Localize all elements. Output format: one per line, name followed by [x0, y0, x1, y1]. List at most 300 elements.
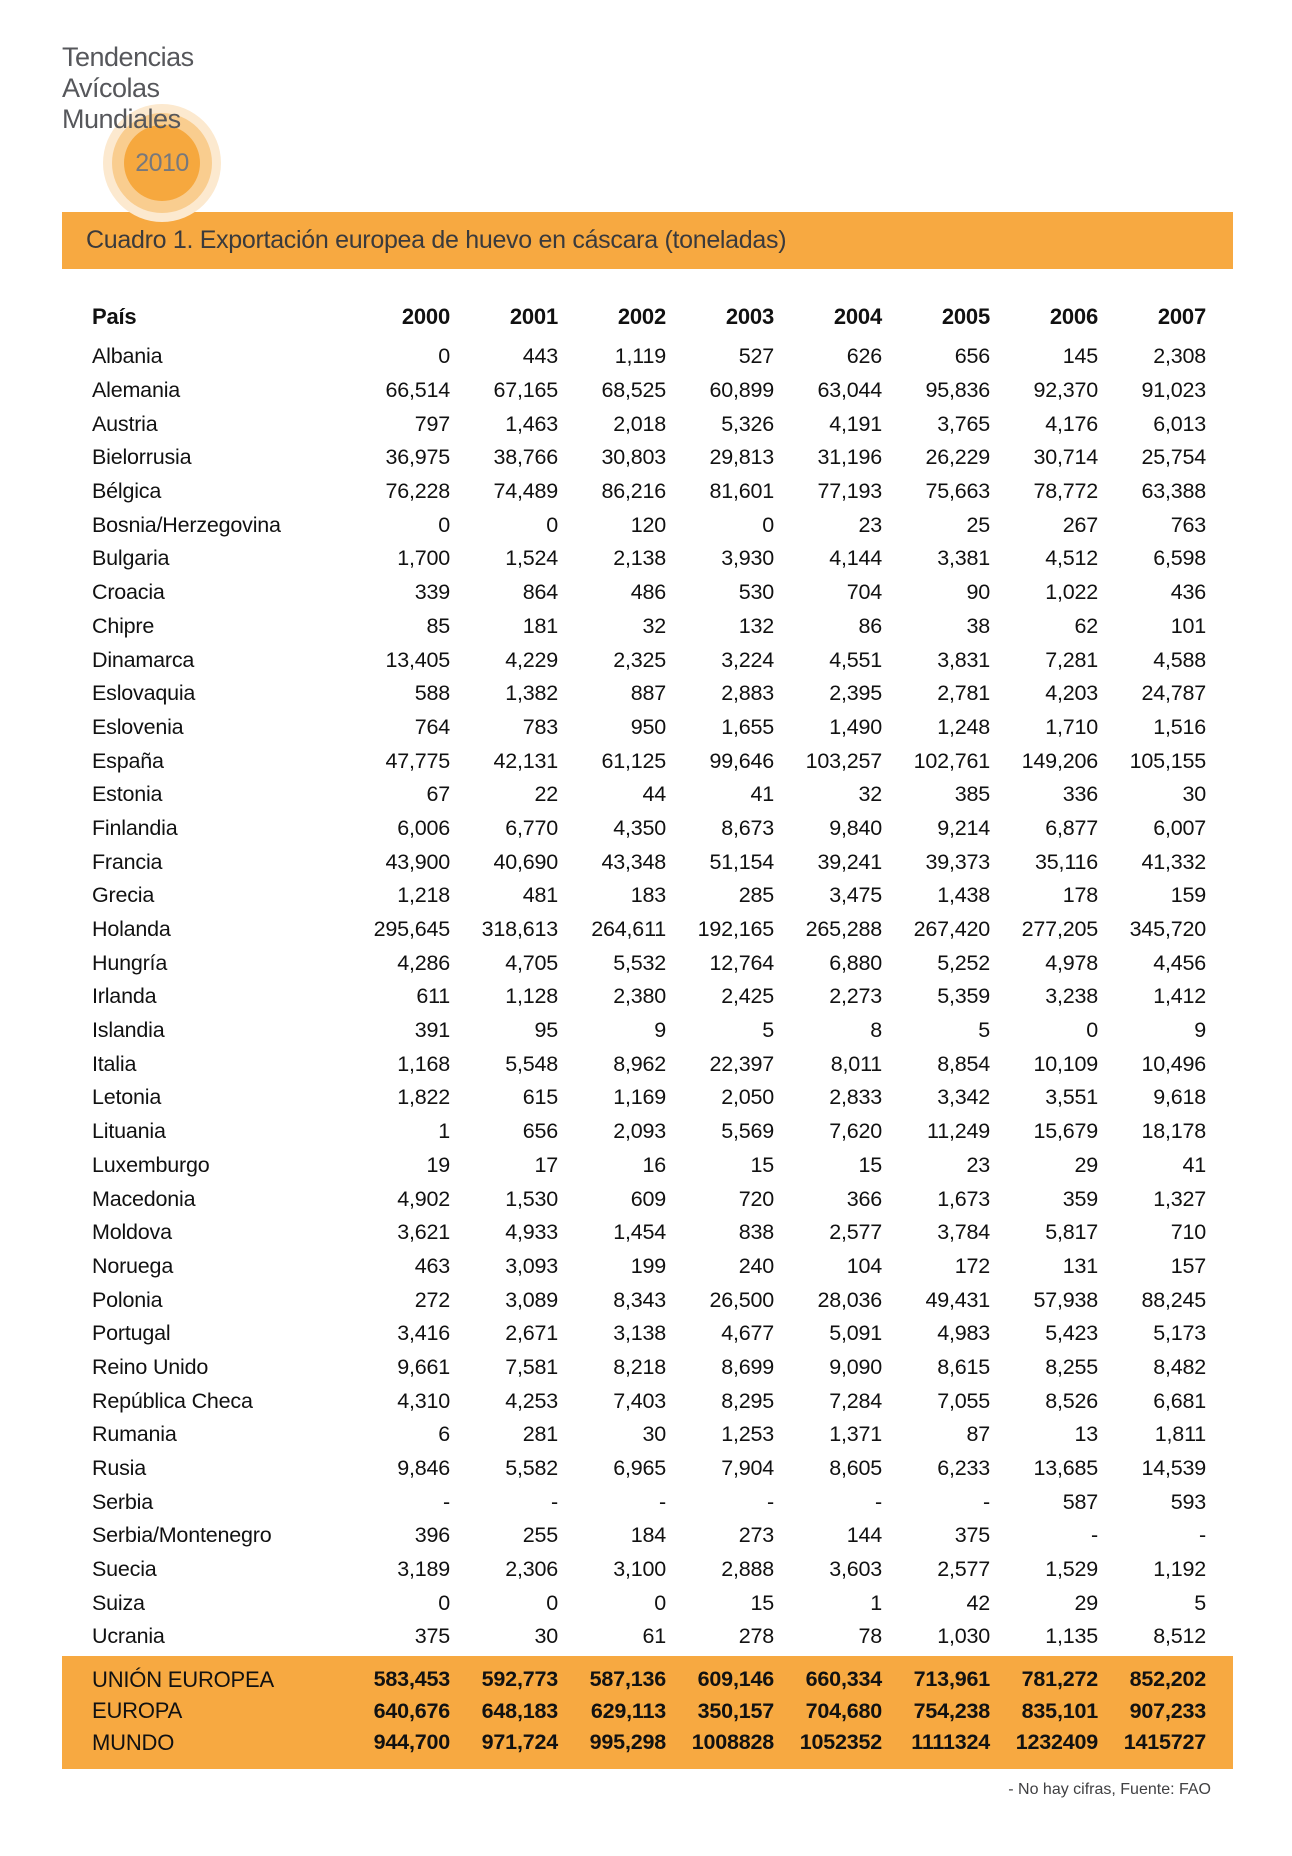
value-cell: 6,965: [613, 1456, 666, 1481]
value-cell: 15: [858, 1152, 882, 1177]
totals-label-cell: MUNDO: [92, 1729, 175, 1755]
value-cell: 159: [1170, 883, 1206, 908]
value-cell: 2,888: [721, 1557, 774, 1582]
value-cell: -: [443, 1489, 450, 1514]
table-row: [62, 1553, 1235, 1587]
value-cell: 29: [1074, 1590, 1098, 1615]
value-cell: 1,529: [1045, 1557, 1098, 1582]
value-cell: 62: [1074, 613, 1098, 638]
value-cell: 86,216: [601, 479, 666, 504]
value-cell: 181: [522, 613, 558, 638]
value-cell: 339: [414, 580, 450, 605]
value-cell: 149,206: [1021, 748, 1098, 773]
value-cell: 8,673: [721, 815, 774, 840]
value-cell: 77,193: [817, 479, 882, 504]
value-cell: 5: [1194, 1590, 1206, 1615]
value-cell: 255: [522, 1523, 558, 1548]
value-cell: 615: [522, 1085, 558, 1110]
value-cell: -: [1199, 1523, 1206, 1548]
totals-value-cell: 640,676: [373, 1698, 450, 1723]
value-cell: 103,257: [805, 748, 882, 773]
value-cell: 7,620: [829, 1119, 882, 1144]
value-cell: 359: [1062, 1186, 1098, 1211]
column-header-country: País: [92, 304, 137, 329]
value-cell: 144: [846, 1523, 882, 1548]
value-cell: 32: [858, 782, 882, 807]
value-cell: 67: [426, 782, 450, 807]
country-cell: Suecia: [92, 1557, 157, 1582]
value-cell: -: [767, 1489, 774, 1514]
value-cell: 8,482: [1153, 1354, 1206, 1379]
value-cell: 29,813: [709, 445, 774, 470]
value-cell: 61: [642, 1624, 666, 1649]
table-row: [62, 1047, 1235, 1081]
value-cell: 273: [738, 1523, 774, 1548]
country-cell: Portugal: [92, 1321, 171, 1346]
value-cell: 3,765: [937, 411, 990, 436]
value-cell: 3,089: [505, 1287, 558, 1312]
value-cell: 15,679: [1033, 1119, 1098, 1144]
value-cell: 47,775: [385, 748, 450, 773]
country-cell: Grecia: [92, 883, 155, 908]
value-cell: 4,176: [1045, 411, 1098, 436]
country-cell: Islandia: [92, 1018, 165, 1043]
value-cell: 23: [966, 1152, 990, 1177]
value-cell: -: [659, 1489, 666, 1514]
value-cell: 5,173: [1153, 1321, 1206, 1346]
totals-row: [62, 1727, 1235, 1759]
table-row: [62, 542, 1235, 576]
country-cell: Serbia: [92, 1489, 153, 1514]
value-cell: 26,500: [709, 1287, 774, 1312]
value-cell: 950: [630, 714, 666, 739]
footnote: - No hay cifras, Fuente: FAO: [1008, 1781, 1211, 1798]
table-row: [62, 610, 1235, 644]
value-cell: -: [1091, 1523, 1098, 1548]
value-cell: 8,218: [613, 1354, 666, 1379]
value-cell: 12,764: [709, 950, 774, 975]
value-cell: 4,983: [937, 1321, 990, 1346]
value-cell: 31,196: [817, 445, 882, 470]
value-cell: 5,569: [721, 1119, 774, 1144]
value-cell: 4,456: [1153, 950, 1206, 975]
export-table-wrap: [62, 294, 1235, 1654]
totals-label-cell: EUROPA: [92, 1698, 183, 1724]
table-row: [62, 913, 1235, 947]
value-cell: 6,233: [937, 1456, 990, 1481]
table-row: [62, 643, 1235, 677]
value-cell: 0: [546, 512, 558, 537]
totals-value-cell: 1052352: [799, 1730, 882, 1755]
value-cell: 9,214: [937, 815, 990, 840]
value-cell: 6,877: [1045, 815, 1098, 840]
value-cell: 4,286: [397, 950, 450, 975]
value-cell: 1,169: [613, 1085, 666, 1110]
country-cell: Alemania: [92, 378, 181, 403]
table-body: [62, 340, 1235, 1654]
totals-value-cell: 592,773: [481, 1667, 558, 1692]
value-cell: 192,165: [697, 917, 774, 942]
value-cell: 5: [978, 1018, 990, 1043]
country-cell: Austria: [92, 411, 158, 436]
table-row: [62, 1586, 1235, 1620]
value-cell: 1: [438, 1119, 450, 1144]
value-cell: 10,109: [1033, 1051, 1098, 1076]
value-cell: 6,013: [1153, 411, 1206, 436]
value-cell: 267: [1062, 512, 1098, 537]
value-cell: 3,138: [613, 1321, 666, 1346]
country-cell: Ucrania: [92, 1624, 165, 1649]
value-cell: 4,144: [829, 546, 882, 571]
country-cell: Albania: [92, 344, 163, 369]
value-cell: 1,192: [1153, 1557, 1206, 1582]
value-cell: 1,168: [397, 1051, 450, 1076]
value-cell: 6,598: [1153, 546, 1206, 571]
value-cell: 4,310: [397, 1388, 450, 1413]
value-cell: 8,854: [937, 1051, 990, 1076]
column-header-year: 2005: [941, 304, 990, 329]
value-cell: 375: [414, 1624, 450, 1649]
value-cell: 9: [654, 1018, 666, 1043]
country-cell: Macedonia: [92, 1186, 196, 1211]
value-cell: 4,677: [721, 1321, 774, 1346]
table-row: [62, 879, 1235, 913]
value-cell: 6,007: [1153, 815, 1206, 840]
value-cell: 49,431: [925, 1287, 990, 1312]
table-row: [62, 1351, 1235, 1385]
value-cell: 178: [1062, 883, 1098, 908]
value-cell: 2,273: [829, 984, 882, 1009]
value-cell: 35,116: [1035, 849, 1098, 874]
value-cell: 29: [1074, 1152, 1098, 1177]
country-cell: Bosnia/Herzegovina: [92, 512, 281, 537]
value-cell: 264,611: [591, 917, 666, 942]
totals-value-cell: 1111324: [911, 1730, 990, 1755]
value-cell: 2,138: [613, 546, 666, 571]
country-cell: España: [92, 748, 164, 773]
country-cell: República Checa: [92, 1388, 253, 1413]
value-cell: 1,253: [721, 1422, 774, 1447]
country-cell: Suiza: [92, 1590, 145, 1615]
value-cell: 3,784: [937, 1220, 990, 1245]
value-cell: 39,373: [925, 849, 990, 874]
value-cell: 6,006: [397, 815, 450, 840]
column-header-year: 2006: [1049, 304, 1098, 329]
value-cell: 3,621: [397, 1220, 450, 1245]
logo-wordmark: [62, 42, 194, 135]
value-cell: 43,900: [385, 849, 450, 874]
country-cell: Bélgica: [92, 479, 162, 504]
value-cell: 0: [438, 512, 450, 537]
value-cell: 265,288: [805, 917, 882, 942]
totals-value-cell: 713,961: [913, 1667, 990, 1692]
value-cell: 8,962: [613, 1051, 666, 1076]
value-cell: 3,342: [937, 1085, 990, 1110]
value-cell: 385: [954, 782, 990, 807]
value-cell: 15: [750, 1590, 774, 1615]
value-cell: 1,516: [1153, 714, 1206, 739]
value-cell: 22: [534, 782, 558, 807]
value-cell: 391: [414, 1018, 450, 1043]
column-header-year: 2000: [401, 304, 450, 329]
value-cell: 3,238: [1045, 984, 1098, 1009]
value-cell: 63,388: [1141, 479, 1206, 504]
value-cell: 2,018: [613, 411, 666, 436]
totals-value-cell: 781,272: [1021, 1667, 1098, 1692]
value-cell: 60,899: [709, 378, 774, 403]
value-cell: 95,836: [925, 378, 990, 403]
country-cell: Finlandia: [92, 815, 178, 840]
country-cell: Noruega: [92, 1253, 174, 1278]
value-cell: 184: [630, 1523, 666, 1548]
value-cell: 15: [750, 1152, 774, 1177]
table-row: [62, 711, 1235, 745]
table-row: [62, 1250, 1235, 1284]
country-cell: Eslovaquia: [92, 681, 196, 706]
value-cell: 3,930: [721, 546, 774, 571]
totals-value-cell: 1232409: [1015, 1730, 1098, 1755]
table-row: [62, 441, 1235, 475]
value-cell: 6,681: [1153, 1388, 1206, 1413]
country-cell: Dinamarca: [92, 647, 195, 672]
value-cell: 36,975: [385, 445, 450, 470]
value-cell: 8,699: [721, 1354, 774, 1379]
totals-value-cell: 754,238: [913, 1698, 990, 1723]
table-row: [62, 1216, 1235, 1250]
value-cell: 3,551: [1045, 1085, 1098, 1110]
totals-value-cell: 1415727: [1123, 1730, 1206, 1755]
value-cell: 1,218: [397, 883, 450, 908]
value-cell: 13,685: [1033, 1456, 1098, 1481]
table-row: [62, 1620, 1235, 1654]
country-cell: Italia: [92, 1051, 137, 1076]
logo-line-3: Mundiales: [62, 104, 181, 134]
value-cell: 23: [858, 512, 882, 537]
country-cell: Francia: [92, 849, 163, 874]
value-cell: 8,512: [1153, 1624, 1206, 1649]
value-cell: 0: [762, 512, 774, 537]
table-row: [62, 1115, 1235, 1149]
value-cell: 91,023: [1141, 378, 1206, 403]
country-cell: Bielorrusia: [92, 445, 192, 470]
logo-circle: [124, 125, 200, 201]
value-cell: 336: [1062, 782, 1098, 807]
value-cell: 281: [522, 1422, 558, 1447]
country-cell: Reino Unido: [92, 1354, 209, 1379]
value-cell: 2,380: [613, 984, 666, 1009]
value-cell: 9,618: [1153, 1085, 1206, 1110]
value-cell: 1: [870, 1590, 882, 1615]
totals-value-cell: 907,233: [1129, 1698, 1206, 1723]
country-cell: Chipre: [92, 613, 155, 638]
value-cell: 92,370: [1033, 378, 1098, 403]
value-cell: 4,978: [1045, 950, 1098, 975]
table-row: [62, 1149, 1235, 1183]
value-cell: 131: [1062, 1253, 1098, 1278]
value-cell: 10,496: [1141, 1051, 1206, 1076]
country-cell: Luxemburgo: [92, 1152, 210, 1177]
value-cell: 13: [1074, 1422, 1098, 1447]
value-cell: 4,512: [1045, 546, 1098, 571]
country-cell: Bulgaria: [92, 546, 170, 571]
table-header-row: [62, 294, 1235, 340]
value-cell: 26,229: [925, 445, 990, 470]
value-cell: 1,655: [721, 714, 774, 739]
value-cell: 172: [954, 1253, 990, 1278]
value-cell: 9,846: [397, 1456, 450, 1481]
value-cell: 887: [630, 681, 666, 706]
table-row: [62, 576, 1235, 610]
value-cell: 8,255: [1045, 1354, 1098, 1379]
value-cell: 2,425: [721, 984, 774, 1009]
value-cell: 16: [642, 1152, 666, 1177]
country-cell: Holanda: [92, 917, 171, 942]
table-row: [62, 1384, 1235, 1418]
table-row: [62, 407, 1235, 441]
table-row: [62, 1485, 1235, 1519]
value-cell: 78,772: [1033, 479, 1098, 504]
value-cell: 25: [966, 512, 990, 537]
value-cell: 704: [846, 580, 882, 605]
value-cell: 4,253: [505, 1388, 558, 1413]
table-row: [62, 845, 1235, 879]
logo-year: 2010: [135, 148, 189, 177]
value-cell: 4,933: [505, 1220, 558, 1245]
totals-value-cell: 835,101: [1021, 1698, 1098, 1723]
totals-value-cell: 350,157: [697, 1698, 774, 1723]
value-cell: 0: [654, 1590, 666, 1615]
value-cell: 4,588: [1153, 647, 1206, 672]
value-cell: 2,050: [721, 1085, 774, 1110]
value-cell: 1,022: [1045, 580, 1098, 605]
table-row: [62, 1182, 1235, 1216]
totals-table: [62, 1664, 1235, 1759]
value-cell: 22,397: [709, 1051, 774, 1076]
value-cell: 318,613: [481, 917, 558, 942]
value-cell: 295,645: [373, 917, 450, 942]
country-cell: Moldova: [92, 1220, 172, 1245]
value-cell: 2,833: [829, 1085, 882, 1110]
value-cell: 764: [414, 714, 450, 739]
value-cell: 267,420: [913, 917, 990, 942]
value-cell: 63,044: [817, 378, 882, 403]
value-cell: 57,938: [1033, 1287, 1098, 1312]
column-header-year: 2007: [1157, 304, 1206, 329]
value-cell: 272: [414, 1287, 450, 1312]
value-cell: 30: [534, 1624, 558, 1649]
table-row: [62, 1081, 1235, 1115]
logo-line-1: Tendencias: [62, 42, 194, 72]
table-row: [62, 1452, 1235, 1486]
value-cell: 1,412: [1153, 984, 1206, 1009]
country-cell: Rumania: [92, 1422, 177, 1447]
value-cell: 40,690: [493, 849, 558, 874]
value-cell: 4,705: [505, 950, 558, 975]
value-cell: 656: [522, 1119, 558, 1144]
export-table: [62, 294, 1235, 1654]
value-cell: 14,539: [1141, 1456, 1206, 1481]
value-cell: 183: [630, 883, 666, 908]
table-row: [62, 340, 1235, 374]
value-cell: 3,831: [937, 647, 990, 672]
totals-row: [62, 1696, 1235, 1728]
totals-label-cell: UNIÓN EUROPEA: [92, 1666, 274, 1692]
value-cell: 7,403: [613, 1388, 666, 1413]
totals-row: [62, 1664, 1235, 1696]
value-cell: 9,661: [397, 1354, 450, 1379]
value-cell: 3,381: [937, 546, 990, 571]
value-cell: 68,525: [601, 378, 666, 403]
value-cell: 1,382: [505, 681, 558, 706]
value-cell: 3,189: [397, 1557, 450, 1582]
value-cell: 8: [870, 1018, 882, 1043]
value-cell: 39,241: [817, 849, 882, 874]
totals-value-cell: 971,724: [481, 1730, 558, 1755]
totals-value-cell: 609,146: [697, 1667, 774, 1692]
value-cell: 13,405: [385, 647, 450, 672]
value-cell: 3,603: [829, 1557, 882, 1582]
table-title-bar: [62, 212, 1233, 269]
value-cell: 3,093: [505, 1253, 558, 1278]
value-cell: 3,416: [397, 1321, 450, 1346]
value-cell: 240: [738, 1253, 774, 1278]
value-cell: 19: [426, 1152, 450, 1177]
value-cell: 5,091: [829, 1321, 882, 1346]
table-row: [62, 374, 1235, 408]
value-cell: 4,902: [397, 1186, 450, 1211]
value-cell: 44: [642, 782, 666, 807]
value-cell: 527: [738, 344, 774, 369]
value-cell: 6: [438, 1422, 450, 1447]
value-cell: 5,582: [505, 1456, 558, 1481]
value-cell: 1,811: [1154, 1422, 1206, 1447]
value-cell: 1,454: [613, 1220, 666, 1245]
totals-value-cell: 704,680: [805, 1698, 882, 1723]
table-row: [62, 1283, 1235, 1317]
value-cell: 656: [954, 344, 990, 369]
value-cell: 2,577: [829, 1220, 882, 1245]
value-cell: -: [551, 1489, 558, 1514]
totals-body: [62, 1664, 1235, 1759]
value-cell: 3,224: [721, 647, 774, 672]
country-cell: Lituania: [92, 1119, 166, 1144]
value-cell: 0: [438, 344, 450, 369]
value-cell: 5,252: [937, 950, 990, 975]
value-cell: 101: [1170, 613, 1206, 638]
value-cell: 32: [642, 613, 666, 638]
value-cell: 88,245: [1141, 1287, 1206, 1312]
value-cell: 5,359: [937, 984, 990, 1009]
value-cell: 4,551: [829, 647, 882, 672]
value-cell: 1,700: [397, 546, 450, 571]
value-cell: 2,781: [937, 681, 990, 706]
value-cell: 66,514: [385, 378, 450, 403]
value-cell: 2,395: [829, 681, 882, 706]
country-cell: Irlanda: [92, 984, 157, 1009]
value-cell: 396: [414, 1523, 450, 1548]
country-cell: Croacia: [92, 580, 165, 605]
table-row: [62, 1014, 1235, 1048]
value-cell: 2,671: [505, 1321, 558, 1346]
value-cell: 41: [1182, 1152, 1206, 1177]
value-cell: 76,228: [385, 479, 450, 504]
value-cell: 1,327: [1153, 1186, 1206, 1211]
value-cell: 1,524: [505, 546, 558, 571]
totals-value-cell: 648,183: [481, 1698, 558, 1723]
value-cell: 5: [762, 1018, 774, 1043]
value-cell: 104: [846, 1253, 882, 1278]
value-cell: 5,532: [613, 950, 666, 975]
